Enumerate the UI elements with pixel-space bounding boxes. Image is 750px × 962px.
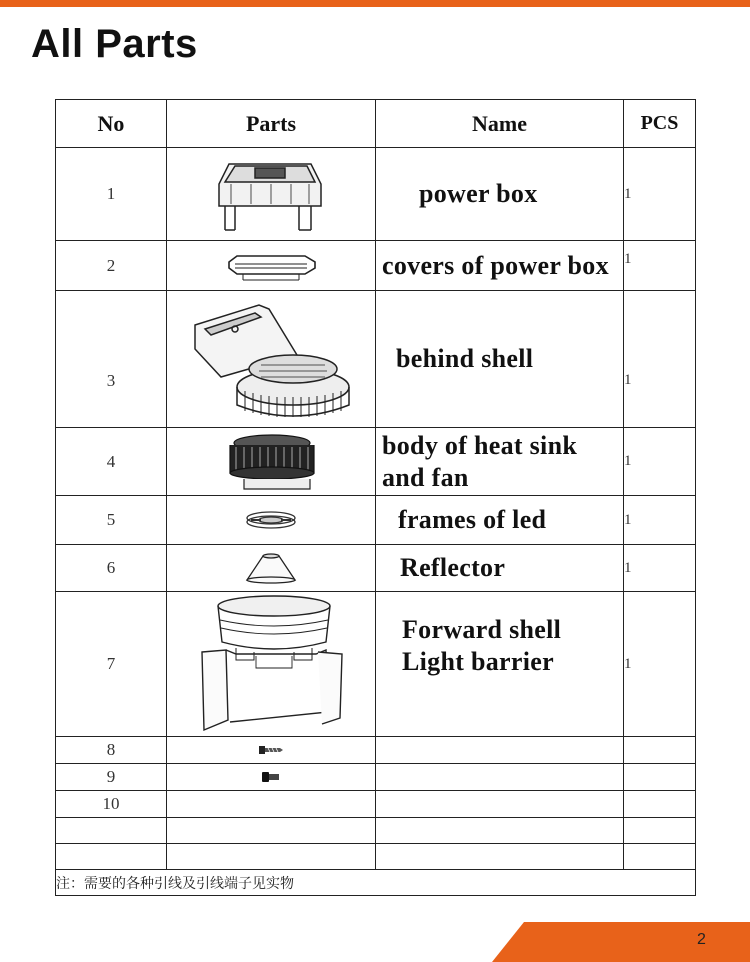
empty-cell [56,818,167,844]
row-number: 8 [56,737,167,764]
part-quantity [624,791,696,818]
part-name: covers of power box [376,241,624,291]
table-row [56,291,696,428]
power-box-cover-illustration [221,248,321,284]
empty-cell [624,844,696,870]
part-image-cell [167,764,376,791]
table-row [56,148,696,241]
part-name-line: Light barrier [402,647,554,676]
table-row [56,737,696,764]
part-quantity: 1 [624,291,696,428]
table-row [56,496,696,545]
part-quantity: 1 [624,241,696,291]
part-quantity: 1 [624,428,696,496]
empty-cell [167,844,376,870]
part-image-cell [167,428,376,496]
part-quantity: 1 [624,148,696,241]
row-number: 6 [56,545,167,592]
row-number: 3 [56,291,167,428]
row-number: 4 [56,428,167,496]
header-name: Name [376,100,624,148]
empty-cell [376,844,624,870]
screw-illustration [258,744,284,756]
table-row [56,428,696,496]
table-header-row [56,100,696,148]
heat-sink-fan-illustration [216,431,326,493]
note-row [56,870,696,896]
part-name [376,737,624,764]
page-title: All Parts [31,22,198,66]
part-image-cell [167,148,376,241]
table-row [56,592,696,737]
empty-cell [376,818,624,844]
part-name: frames of led [376,496,624,545]
table-row [56,791,696,818]
part-name: behind shell [376,291,624,428]
part-quantity [624,764,696,791]
part-name [376,592,624,737]
part-quantity [624,737,696,764]
row-number: 5 [56,496,167,545]
top-accent-bar [0,0,750,7]
part-image-cell [167,496,376,545]
bolt-illustration [261,771,281,783]
table-row [56,241,696,291]
part-name-line: Forward shell [402,615,562,644]
forward-shell-illustration [196,594,346,734]
behind-shell-illustration [181,295,361,423]
empty-cell [167,818,376,844]
table-row [56,818,696,844]
part-name: Reflector [376,545,624,592]
part-name [376,428,624,496]
parts-table [55,99,696,896]
power-box-illustration [211,154,331,234]
row-number: 2 [56,241,167,291]
part-image-cell [167,241,376,291]
part-quantity: 1 [624,545,696,592]
header-no: No [56,100,167,148]
row-number: 1 [56,148,167,241]
empty-cell [624,818,696,844]
led-frame-illustration [241,508,301,532]
part-image-cell [167,791,376,818]
row-number: 9 [56,764,167,791]
part-name [376,764,624,791]
row-number: 7 [56,592,167,737]
part-quantity: 1 [624,592,696,737]
part-quantity: 1 [624,496,696,545]
part-image-cell [167,291,376,428]
part-name [376,791,624,818]
part-image-cell [167,545,376,592]
part-name-line: body of heat sink [382,430,578,460]
empty-cell [56,844,167,870]
footnote: 注：需要的各种引线及引线端子见实物 [56,870,696,896]
part-name-line: and fan [382,462,469,492]
part-image-cell [167,737,376,764]
row-number: 10 [56,791,167,818]
header-parts: Parts [167,100,376,148]
header-pcs: PCS [624,100,696,148]
page-corner-badge [492,922,750,962]
part-image-cell [167,592,376,737]
part-name: power box [376,148,624,241]
page-number: 2 [697,931,706,948]
table-row [56,764,696,791]
table-row [56,844,696,870]
reflector-illustration [241,550,301,586]
table-row [56,545,696,592]
